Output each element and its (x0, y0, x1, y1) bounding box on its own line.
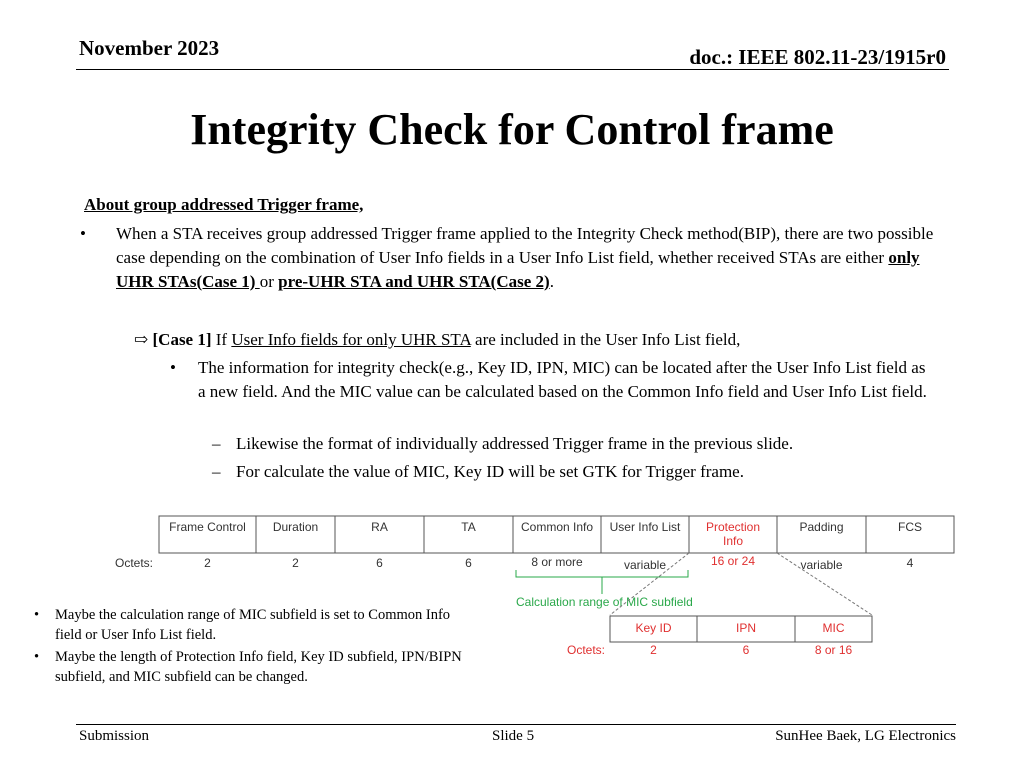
calc-range-label: Calculation range of MIC subfield (516, 595, 693, 609)
subfield-label: IPN (735, 621, 757, 635)
field-label: User Info List (609, 520, 681, 534)
field-label: FCS (898, 520, 922, 534)
sub-bullet-text: The information for integrity check(e.g., Key ID, IPN, MIC) can be located after the User Info List field as a new field. And the MIC value can be calculated based on the Common Info field and User Info List field. (198, 358, 927, 401)
subfield-octet-value: 2 (650, 643, 657, 657)
subfield-label: MIC (822, 621, 845, 635)
bullet-text: When a STA receives group addressed Trigger frame applied to the Integrity Check method(BIP), there are two possible case depending on the combination of User Info fields in a User Info List field, whether received STAs are either (116, 224, 934, 267)
sub-octets-label: Octets: (567, 643, 606, 657)
field-label: RA (371, 520, 388, 534)
case1-underlined: User Info fields for only UHR STA (231, 330, 471, 349)
arrow-icon: ⇨ (134, 330, 149, 349)
subfield-label: Key ID (635, 621, 672, 635)
octet-value: variable (800, 558, 843, 572)
bullet-end: . (549, 272, 554, 291)
octets-label: Octets: (115, 556, 154, 570)
field-label: Protection (705, 520, 761, 534)
field-label: Info (722, 534, 744, 548)
subfield-octet-value: 6 (742, 643, 750, 657)
dash-marker: – (212, 434, 221, 453)
octet-value: 6 (376, 556, 383, 570)
field-label: Common Info (520, 520, 594, 534)
case1-rest: are included in the User Info List field, (470, 330, 741, 349)
dash-text-2: For calculate the value of MIC, Key ID will be set GTK for Trigger frame. (236, 462, 744, 481)
octet-value: 16 or 24 (710, 554, 756, 568)
field-label: Padding (799, 520, 844, 534)
case1-if: If (211, 330, 232, 349)
note-text-2: Maybe the length of Protection Info field, Key ID subfield, IPN/BIPN subfield, and MIC subfield can be changed. (55, 649, 462, 685)
case2-link: pre-UHR STA and UHR STA(Case 2) (278, 272, 550, 291)
field-label: Frame Control (169, 520, 246, 534)
header-date: November 2023 (79, 36, 220, 60)
footer-author: SunHee Baek, LG Electronics (775, 728, 956, 744)
octet-value: 2 (292, 556, 299, 570)
slide-title: Integrity Check for Control frame (190, 105, 834, 154)
field-label: Duration (272, 520, 319, 534)
field-label: TA (461, 520, 476, 534)
octet-value: 6 (465, 556, 472, 570)
case1-link: only UHR STAs(Case 1) (116, 248, 920, 291)
bullet-marker: • (80, 224, 86, 243)
octet-value: 8 or more (531, 555, 583, 569)
case1-label: [Case 1] (152, 330, 212, 349)
note-bullet: • (34, 649, 40, 665)
octet-value: 4 (906, 556, 914, 570)
dash-marker: – (212, 462, 221, 481)
header-doc-id: doc.: IEEE 802.11-23/1915r0 (689, 45, 946, 69)
octet-value: variable (623, 558, 667, 572)
or-text: or (259, 272, 279, 291)
footer-divider (76, 724, 956, 725)
subheading: About group addressed Trigger frame, (84, 195, 364, 214)
dash-text-1: Likewise the format of individually addressed Trigger frame in the previous slide. (236, 434, 794, 453)
footer-submission: Submission (79, 728, 150, 744)
footer-slide-number: Slide 5 (492, 728, 535, 744)
octet-value: 2 (204, 556, 211, 570)
subfield-octet-value: 8 or 16 (814, 643, 853, 657)
sub-bullet-marker: • (170, 358, 176, 377)
note-text-1: Maybe the calculation range of MIC subfield is set to Common Info field or User Info List field. (55, 607, 451, 643)
note-bullet: • (34, 607, 40, 623)
